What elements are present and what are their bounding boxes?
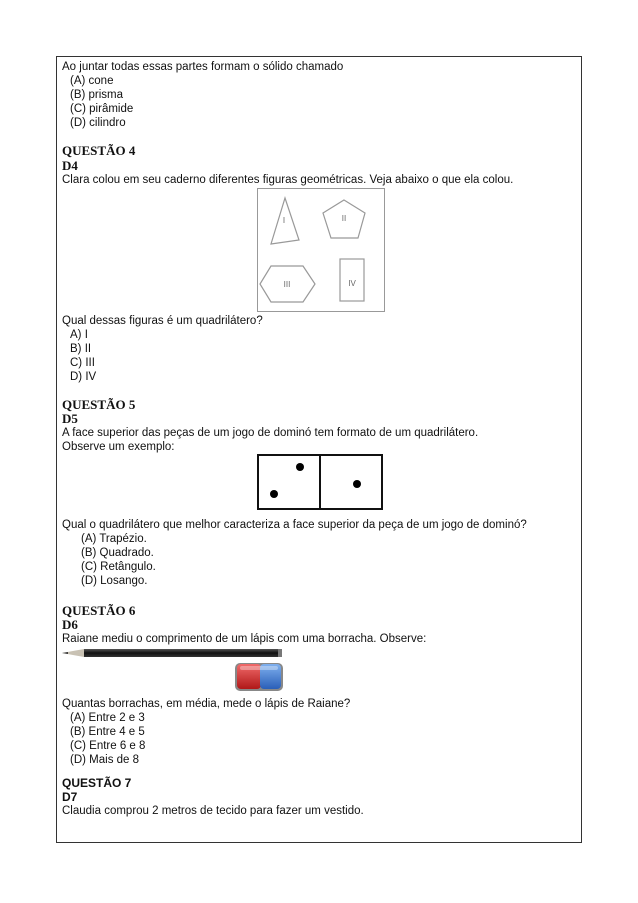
q3-option-b: (B) prisma	[70, 89, 124, 101]
q6-option-d: (D) Mais de 8	[70, 754, 140, 766]
pencil-and-eraser-image	[62, 645, 286, 695]
q3-option-a: (A) cone	[70, 75, 114, 87]
geometric-figures-image	[257, 188, 385, 312]
q5-option-b: (B) Quadrado.	[81, 547, 154, 559]
q6-option-c: (C) Entre 6 e 8	[70, 740, 146, 752]
q7-title: QUESTÃO 7	[62, 776, 132, 790]
q4-question: Qual dessas figuras é um quadrilátero?	[62, 315, 263, 327]
q4-option-b: B) II	[70, 343, 92, 355]
eraser-icon	[235, 663, 283, 691]
q4-statement: Clara colou em seu caderno diferentes figuras geométricas. Veja abaixo o que ela colou.	[62, 174, 514, 186]
domino-pip	[270, 490, 278, 498]
q5-option-d: (D) Losango.	[81, 575, 148, 587]
q7-statement: Claudia comprou 2 metros de tecido para fazer um vestido.	[62, 805, 364, 817]
q6-option-b: (B) Entre 4 e 5	[70, 726, 145, 738]
q5-question: Qual o quadrilátero que melhor caracteriza a face superior da peça de um jogo de dominó?	[62, 519, 527, 531]
q5-option-a: (A) Trapézio.	[81, 533, 147, 545]
figure-label-ii: II	[341, 214, 347, 223]
q4-option-a: A) I	[70, 329, 88, 341]
q6-code: D6	[62, 617, 78, 632]
q4-title: QUESTÃO 4	[62, 143, 136, 158]
q6-option-a: (A) Entre 2 e 3	[70, 712, 145, 724]
q6-statement: Raiane mediu o comprimento de um lápis com uma borracha. Observe:	[62, 633, 427, 645]
q5-option-c: (C) Retângulo.	[81, 561, 156, 573]
q7-code: D7	[62, 790, 78, 804]
domino-pip	[296, 463, 304, 471]
domino-image	[257, 454, 383, 510]
q5-statement-2: Observe um exemplo:	[62, 441, 175, 453]
q3-statement: Ao juntar todas essas partes formam o sólido chamado	[62, 61, 344, 73]
q4-option-d: D) IV	[70, 371, 97, 383]
q5-title: QUESTÃO 5	[62, 397, 136, 412]
q6-title: QUESTÃO 6	[62, 603, 136, 618]
domino-pip	[353, 480, 361, 488]
q4-code: D4	[62, 158, 78, 173]
q5-statement-1: A face superior das peças de um jogo de dominó tem formato de um quadrilátero.	[62, 427, 479, 439]
figure-label-i: I	[282, 216, 286, 225]
q5-code: D5	[62, 411, 78, 426]
q6-question: Quantas borrachas, em média, mede o lápis de Raiane?	[62, 698, 351, 710]
q3-option-c: (C) pirâmide	[70, 103, 134, 115]
q3-option-d: (D) cilindro	[70, 117, 126, 129]
pencil-icon	[62, 649, 282, 657]
figure-label-iii: III	[283, 280, 291, 289]
figure-label-iv: IV	[348, 279, 356, 288]
q4-option-c: C) III	[70, 357, 95, 369]
